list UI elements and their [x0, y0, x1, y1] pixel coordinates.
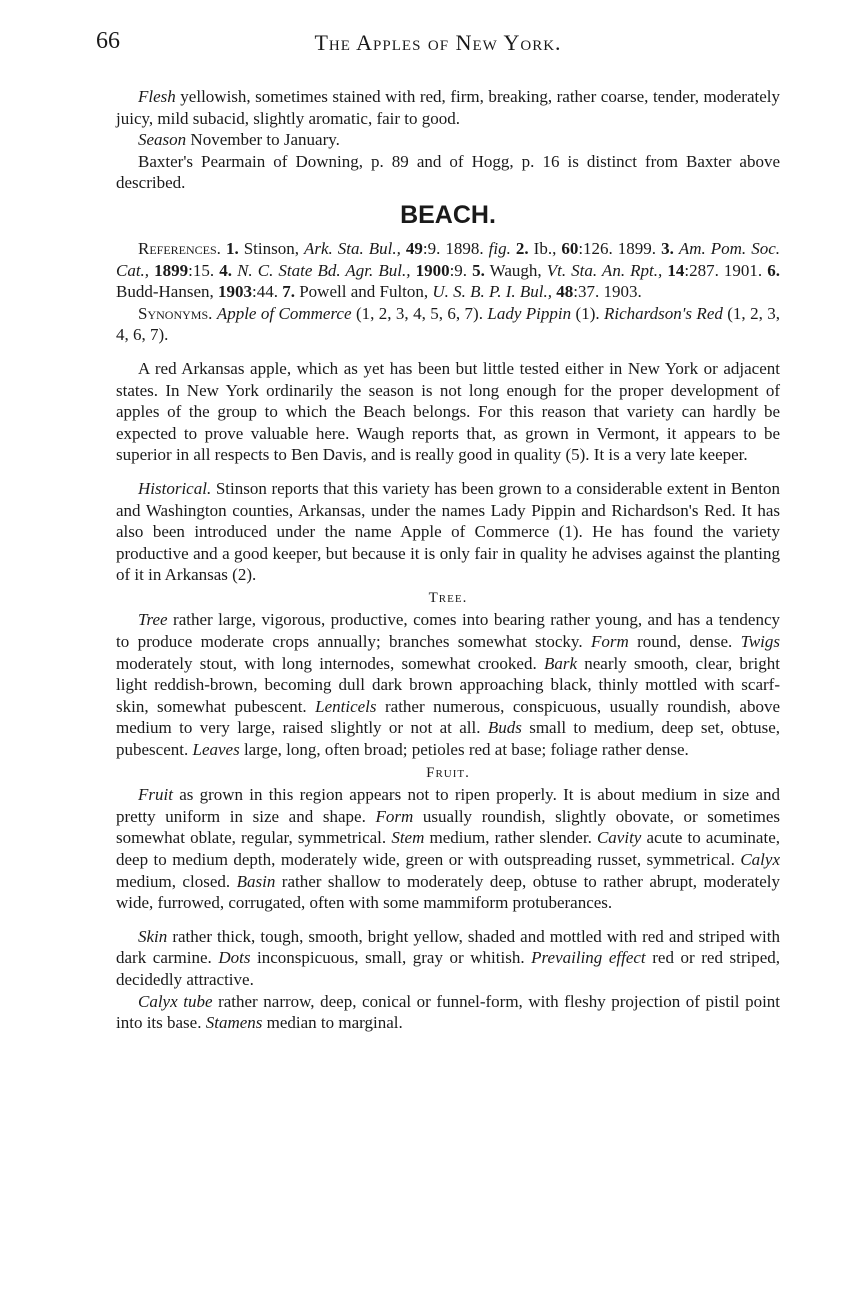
- text-run: Budd-Hansen,: [116, 282, 218, 302]
- italic-term: Stem: [391, 828, 425, 848]
- bold-number: 3.: [661, 238, 674, 258]
- text-run: round, dense.: [628, 632, 741, 652]
- text-run: moderately stout, with long internodes, somewhat crooked.: [116, 653, 544, 673]
- subsection-heading: [116, 588, 780, 610]
- small-caps-label: Synonyms.: [138, 303, 213, 323]
- bold-number: 49: [405, 238, 423, 258]
- bold-number: 60: [561, 238, 579, 258]
- italic-term: Twigs: [740, 632, 780, 652]
- italic-term: fig.: [488, 238, 511, 258]
- bold-number: 1899: [154, 260, 189, 280]
- page-header: [96, 28, 780, 62]
- text-run: red or red striped, decidedly attractive.: [116, 948, 781, 989]
- paragraph: [116, 358, 780, 466]
- text-run: :37. 1903.: [573, 282, 642, 302]
- bold-number: 48: [556, 282, 574, 302]
- paragraph: [116, 926, 780, 991]
- text-run: Baxter's Pearmain of Downing, p. 89 and of Hogg, p. 16 is distinct from Baxter above described.: [116, 151, 780, 193]
- text-run: Powell and Fulton,: [294, 282, 433, 302]
- text-run: A red Arkansas apple, which as yet has been but little tested either in New York or adjacent states. In New York ordinarily the season is not long enough for the proper development of apples of the group to which the Beach belongs. For this reason that variety can hardly be expected to prove valuable here. Waugh reports that, as grown in Vermont, it appears to be superior in all respects to Ben Davis, and is really good in quality (5). It is a very late keeper.: [116, 358, 780, 465]
- small-caps-label: References.: [138, 238, 221, 258]
- text-run: usually roundish, slightly obovate, or sometimes somewhat oblate, regular, symmetrical.: [116, 806, 781, 848]
- italic-term: Dots: [218, 948, 251, 968]
- italic-term: Vt. Sta. An. Rpt.,: [546, 260, 663, 280]
- text-run: yellowish, sometimes stained with red, firm, breaking, rather coarse, tender, moderately juicy, mild subacid, slightly aromatic, fair to good.: [116, 87, 780, 128]
- text-run: Tree.: [428, 589, 468, 606]
- text-run: Stinson reports that this variety has been grown to a considerable extent in Benton and Washington counties, Arkansas, under the names Lady Pippin and Richardson's Red. It has also been introduced under the name Apple of Commerce (1). He has found the variety productive and a good keeper, but because it is only fair in quality he advises against the planting of it in Arkansas (2).: [116, 478, 780, 585]
- italic-term: Leaves: [192, 740, 240, 760]
- italic-term: Stamens: [205, 1013, 263, 1033]
- text-run: rather thick, tough, smooth, bright yellow, shaded and mottled with red and striped with dark carmine.: [116, 926, 780, 968]
- italic-term: Cavity: [596, 828, 642, 848]
- text-run: inconspicuous, small, gray or whitish.: [250, 948, 532, 968]
- text-run: acute to acuminate, deep to medium depth, moderately wide, green or with outspreading russet, symmetrical.: [116, 828, 780, 869]
- paragraph: [116, 303, 780, 346]
- bold-number: 14: [667, 260, 685, 280]
- italic-term: Form: [375, 806, 414, 826]
- text-run: (1, 2, 3, 4, 6, 7).: [116, 303, 780, 345]
- text-run: nearly smooth, clear, bright light reddish-brown, becoming dull dark brown approaching black, thinly mottled with scarf-skin, somewhat pubescent.: [116, 653, 780, 716]
- text-run: rather narrow, deep, conical or funnel-form, with fleshy projection of pistil point into its base.: [116, 991, 781, 1033]
- text-run: small to medium, deep set, obtuse, pubescent.: [116, 718, 780, 760]
- text-run: median to marginal.: [262, 1013, 403, 1033]
- paragraph: [116, 784, 780, 914]
- bold-number: 1900: [415, 260, 450, 280]
- italic-term: Am. Pom. Soc. Cat.,: [116, 238, 780, 280]
- bold-number: 6.: [767, 260, 781, 280]
- text-run: BEACH.: [400, 200, 496, 229]
- italic-term: Ark. Sta. Bul.,: [304, 238, 401, 258]
- text-run: large, long, often broad; petioles red at base; foliage rather dense.: [239, 740, 689, 760]
- italic-term: Fruit: [138, 785, 173, 805]
- italic-term: N. C. State Bd. Agr. Bul.,: [237, 260, 411, 280]
- italic-term: Skin: [138, 926, 168, 946]
- italic-term: Apple of Commerce: [216, 303, 352, 323]
- text-run: rather shallow to moderately deep, obtuse to rather abrupt, moderately wide, furrowed, corrugated, often with some mammiform protuberances.: [116, 871, 780, 913]
- text-run: :9. 1898.: [422, 238, 489, 258]
- text-run: Fruit.: [426, 764, 470, 781]
- italic-term: Form: [590, 632, 629, 652]
- text-run: medium, closed.: [116, 871, 237, 891]
- text-run: rather numerous, conspicuous, usually roundish, above medium to very large, raised slightly or not at all.: [116, 696, 780, 738]
- bold-number: 7.: [282, 282, 295, 302]
- italic-term: Richardson's Red: [604, 303, 723, 323]
- paragraph: [116, 129, 780, 151]
- subsection-heading: [116, 763, 780, 785]
- italic-term: Historical.: [138, 478, 212, 498]
- italic-term: Calyx: [740, 850, 780, 869]
- bold-number: 4.: [219, 260, 232, 280]
- text-run: as grown in this region appears not to ripen properly. It is about medium in size and pretty uniform in size and shape.: [116, 785, 780, 826]
- italic-term: Lenticels: [315, 696, 377, 716]
- italic-term: Season: [138, 130, 187, 150]
- text-run: :9.: [449, 260, 473, 280]
- page-number: 66: [96, 28, 120, 54]
- text-run: medium, rather slender.: [424, 828, 597, 848]
- section-title: [116, 200, 780, 230]
- bold-number: 5.: [472, 260, 485, 280]
- paragraph: [116, 991, 780, 1034]
- text-run: (1, 2, 3, 4, 5, 6, 7).: [351, 303, 488, 323]
- italic-term: Basin: [236, 871, 276, 891]
- text-run: :126. 1899.: [578, 238, 662, 258]
- paragraph: [116, 151, 780, 194]
- italic-term: Lady Pippin: [487, 303, 572, 323]
- text-run: :15.: [188, 260, 220, 280]
- paragraph: [116, 238, 780, 303]
- italic-term: Buds: [487, 718, 522, 738]
- running-title: The Apples of New York.: [314, 30, 562, 55]
- text-run: November to January.: [186, 130, 340, 150]
- paragraph: [116, 478, 780, 586]
- bold-number: 2.: [515, 238, 529, 258]
- text-run: rather large, vigorous, productive, comes into bearing rather young, and has a tendency to produce moderate crops annually; branches somewhat stocky.: [116, 610, 780, 652]
- italic-term: Flesh: [138, 87, 176, 106]
- text-run: :44.: [251, 282, 283, 302]
- italic-term: U. S. B. P. I. Bul.,: [432, 282, 553, 302]
- text-run: :287. 1901.: [684, 260, 768, 280]
- paragraph: [116, 609, 780, 760]
- italic-term: Bark: [543, 653, 578, 673]
- text-run: (1).: [571, 303, 605, 323]
- text-run: Waugh,: [484, 260, 547, 280]
- paragraph: [116, 86, 780, 129]
- text-run: Stinson,: [238, 238, 304, 258]
- italic-term: Calyx tube: [138, 991, 213, 1011]
- italic-term: Tree: [138, 610, 168, 630]
- text-run: Ib.,: [528, 238, 562, 258]
- page-body: [116, 86, 780, 1034]
- bold-number: 1.: [225, 238, 239, 258]
- italic-term: Prevailing effect: [531, 948, 646, 968]
- bold-number: 1903: [217, 282, 252, 302]
